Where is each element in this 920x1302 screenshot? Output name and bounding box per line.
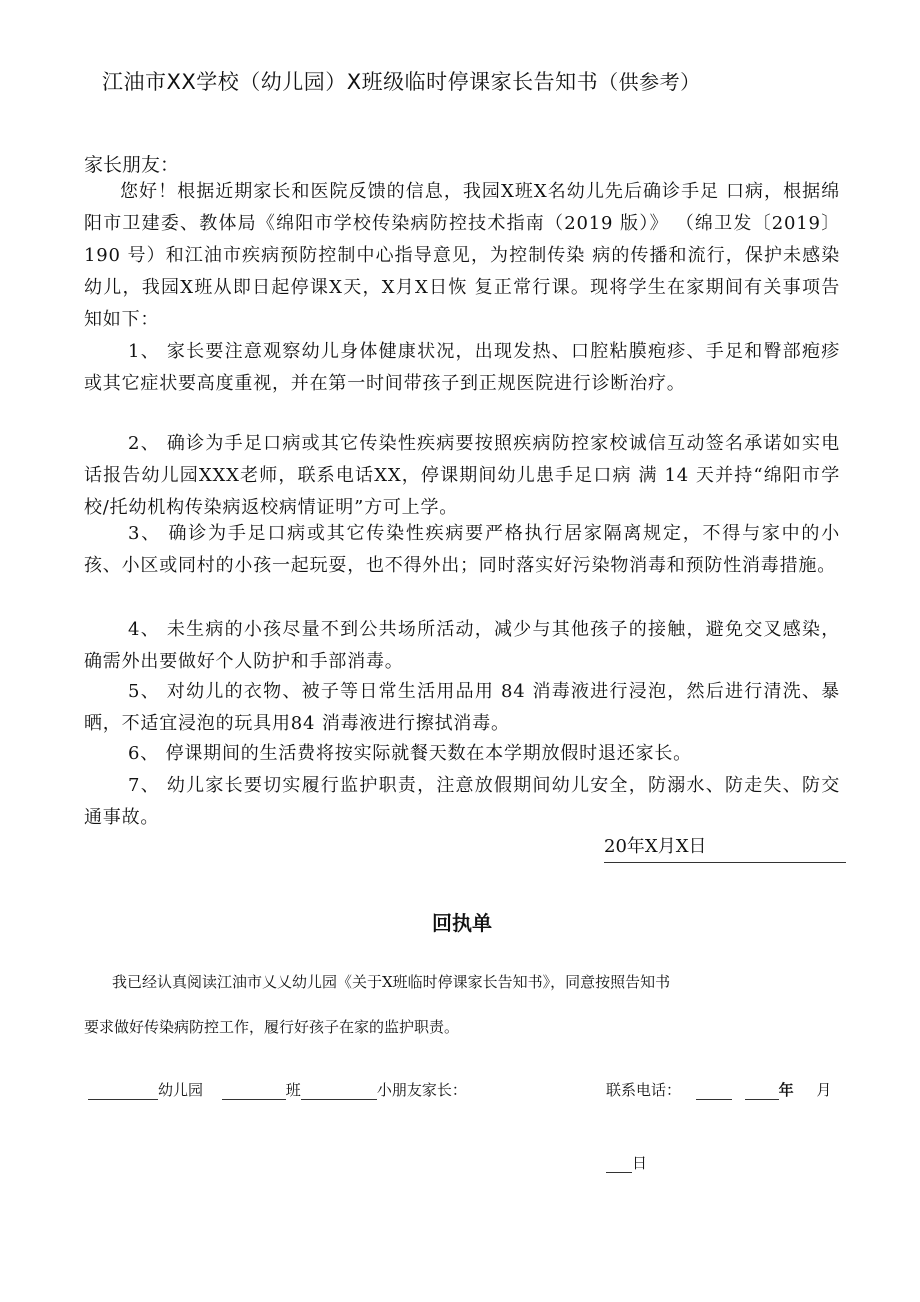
receipt-line-2: 要求做好传染病防控工作，履行好孩子在家的监护职责。 (84, 1018, 460, 1036)
year-label: 年 (778, 1081, 794, 1099)
title-main: 江油市XX学校（幼儿园）X班级临时停课家长告知书 (102, 70, 599, 94)
day-label: 日 (632, 1154, 648, 1172)
title-note: （供参考） (598, 70, 701, 94)
notice-item-5: 5、 对幼儿的衣物、被子等日常生活用品用 84 消毒液进行浸泡，然后进行清洗、暴晒，不适宜浸泡的玩具用84 消毒液进行擦拭消毒。 (84, 681, 840, 734)
receipt-title: 回执单 (432, 911, 492, 935)
notice-item-1: 1、 家长要注意观察幼儿身体健康状况，出现发热、口腔粘膜疱疹、手足和臀部疱疹或其它症状要高度重视，并在第一时间带孩子到正规医院进行诊断治疗。 (84, 341, 840, 394)
phone-label: 联系电话： (606, 1081, 682, 1099)
phone-blank[interactable] (696, 1098, 732, 1100)
receipt-line-1: 我已经认真阅读江油市乂乂幼儿园《关于X班临时停课家长告知书》，同意按照告知书 (112, 973, 671, 991)
month-label: 月 (816, 1081, 832, 1099)
child-name-blank[interactable] (301, 1098, 377, 1100)
notice-item-3: 3、 确诊为手足口病或其它传染性疾病要严格执行居家隔离规定，不得与家中的小孩、小区或同村的小孩一起玩耍，也不得外出；同时落实好污染物消毒和预防性消毒措施。 (84, 523, 840, 576)
day-row (606, 1152, 647, 1173)
document-title (102, 66, 701, 96)
notice-date: 20年X月X日 (604, 832, 846, 863)
notice-item-6: 6、 停课期间的生活费将按实际就餐天数在本学期放假时退还家长。 (128, 743, 692, 764)
notice-item-4: 4、 未生病的小孩尽量不到公共场所活动，减少与其他孩子的接触，避免交叉感染，确需外出要做好个人防护和手部消毒。 (84, 619, 840, 672)
year-blank[interactable] (745, 1098, 779, 1100)
notice-item-7: 7、 幼儿家长要切实履行监护职责，注意放假期间幼儿安全，防溺水、防走失、防交通事故。 (84, 775, 840, 828)
day-blank[interactable] (606, 1171, 632, 1173)
receipt-fill-row (88, 1079, 467, 1100)
parent-label: 小朋友家长： (376, 1081, 467, 1099)
kindergarten-label: 幼儿园 (158, 1081, 204, 1099)
notice-item-2: 2、 确诊为手足口病或其它传染性疾病要按照疾病防控家校诚信互动签名承诺如实电话报告幼儿园XXX老师，联系电话XX，停课期间幼儿患手足口病 满 14 天并持“绵阳市学校/托幼机构传染病返校病情证明”方可上学。 (84, 433, 840, 518)
class-blank[interactable] (222, 1098, 286, 1100)
salutation: 家长朋友： (84, 154, 180, 176)
class-label: 班 (285, 1081, 301, 1099)
intro-paragraph: 您好！根据近期家长和医院反馈的信息，我园X班X名幼儿先后确诊手足 口病，根据绵阳市卫建委、教体局《绵阳市学校传染病防控技术指南（2019 版）》 （绵卫发〔2019〕190 号）和江油市疾病预防控制中心指导意见，为控制传染 病的传播和流行，保护未感染幼儿，我园X班从即日起停课X天，X月X日恢 复正常行课。现将学生在家期间有关事项告知如下： (84, 181, 840, 330)
kindergarten-blank[interactable] (88, 1098, 158, 1100)
phone-row (606, 1079, 831, 1100)
